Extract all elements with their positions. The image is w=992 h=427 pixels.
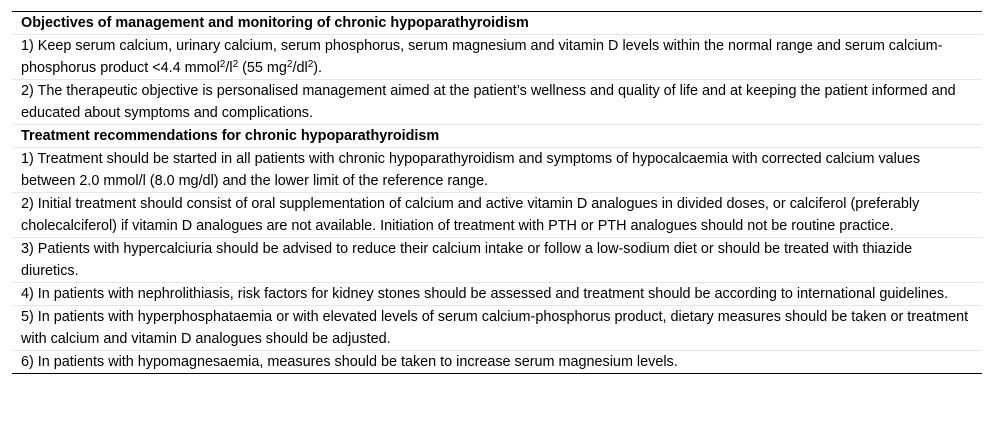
objective-item-1-text-e: ).	[313, 60, 323, 76]
objective-item-1-text-a: 1) Keep serum calcium, urinary calcium, serum phosphorus, serum magnesium and vitamin D levels within the normal range and serum calcium-phosphorus product <4.4 mmol	[21, 38, 943, 76]
treatment-item-1: 1) Treatment should be started in all patients with chronic hypoparathyroidism and symptoms of hypocalcaemia with corrected calcium values between 2.0 mmol/l (8.0 mg/dl) and the lower limit of the reference range.	[12, 148, 982, 193]
treatment-heading: Treatment recommendations for chronic hypoparathyroidism	[12, 125, 982, 148]
recommendations-table	[12, 11, 982, 374]
superscript: 2	[307, 59, 314, 70]
treatment-item-6: 6) In patients with hypomagnesaemia, measures should be taken to increase serum magnesium levels.	[21, 354, 678, 370]
treatment-item-5: 5) In patients with hyperphosphataemia or with elevated levels of serum calcium-phosphorus product, dietary measures should be taken or treatment with calcium and vitamin D analogues should be adjusted.	[12, 306, 982, 351]
objective-item-2: 2) The therapeutic objective is personalised management aimed at the patient’s wellness and quality of life and at keeping the patient informed and educated about symptoms and complications.	[12, 80, 982, 125]
treatment-item-3: 3) Patients with hypercalciuria should be advised to reduce their calcium intake or follow a low-sodium diet or should be treated with thiazide diuretics.	[12, 238, 982, 283]
objective-item-1	[12, 35, 982, 80]
objectives-heading: Objectives of management and monitoring of chronic hypoparathyroidism	[12, 12, 982, 35]
treatment-item-2: 2) Initial treatment should consist of oral supplementation of calcium and active vitamin D analogues in divided doses, or calciferol (preferably cholecalciferol) if vitamin D analogues are not available. Initiation of treatment with PTH or PTH analogues should not be routine practice.	[12, 193, 982, 238]
objective-item-1-text-d: /dl	[292, 60, 308, 76]
superscript: 2	[219, 59, 226, 70]
treatment-item-4: 4) In patients with nephrolithiasis, risk factors for kidney stones should be assessed and treatment should be according to international guidelines.	[12, 283, 982, 306]
objective-item-1-text-b: /l	[225, 60, 233, 76]
superscript: 2	[286, 59, 293, 70]
objective-item-1-text-c: (55 mg	[238, 60, 287, 76]
superscript: 2	[232, 59, 239, 70]
